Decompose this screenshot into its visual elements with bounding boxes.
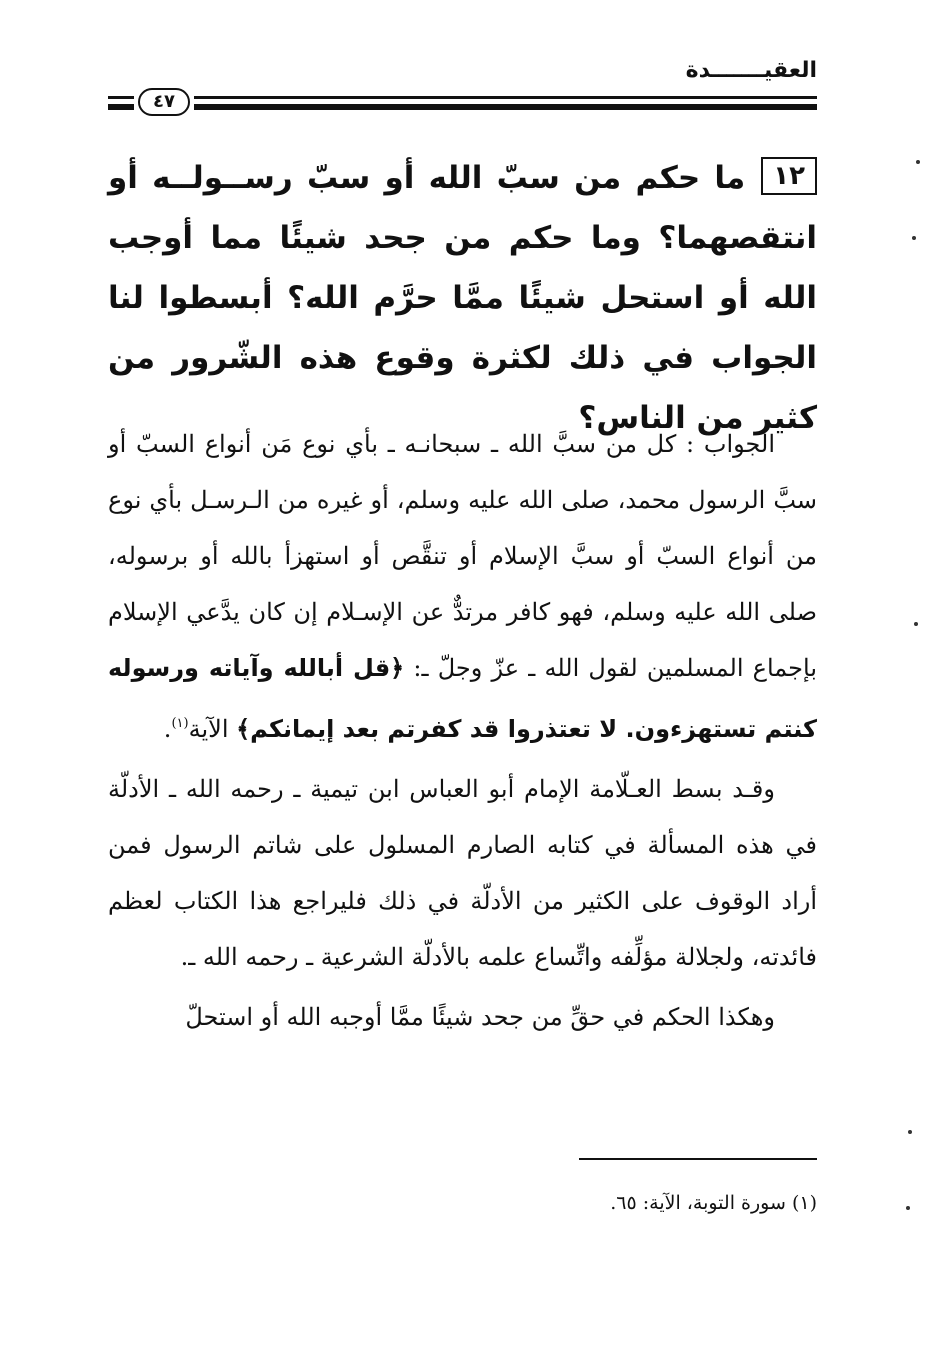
scan-speck bbox=[908, 1130, 912, 1134]
footnote-marker: (١) bbox=[791, 1192, 817, 1214]
paragraph-end: . bbox=[163, 715, 172, 743]
scan-speck bbox=[912, 236, 916, 240]
quran-verse: ﴿قل أبالله وآياته ورسوله كنتم تستهزءون. لا تعتذروا قد كفرتم بعد إيمانكم﴾ bbox=[108, 654, 817, 743]
question-number-box: ١٢ bbox=[761, 157, 817, 195]
answer-body bbox=[108, 416, 817, 1045]
header-rule-thick bbox=[194, 104, 817, 110]
footnote-reference: (١) bbox=[171, 716, 189, 731]
header-rule-thin bbox=[194, 96, 817, 99]
footnote bbox=[108, 1186, 817, 1220]
scan-speck bbox=[914, 622, 918, 626]
header-rule-left-thick bbox=[108, 104, 134, 110]
question-text: ما حكم من سبّ الله أو سبّ رســولــه أو انتقصهما؟ وما حكم من جحد شيئًا مما أوجب الله أو استحل شيئًا ممَّا حرَّم الله؟ أبسطوا لنا الجواب في ذلك لكثرة وقوع هذه الشّرور من كثير من الناس؟ bbox=[108, 160, 817, 436]
scan-speck bbox=[916, 160, 920, 164]
verse-tail: الآية bbox=[188, 715, 237, 743]
answer-paragraph-2: وقـد بسط العـلّامة الإمام أبو العباس ابن تيمية ـ رحمه الله ـ الأدلّة في هذه المسألة في كتابه الصارم المسلول على شاتم الرسول فمن أراد الوقوف على الكثير من الأدلّة في ذلك فليراجع هذا الكتاب لعظم فائدته، ولجلالة مؤلِّفه واتِّساع علمه بالأدلّة الشرعية ـ رحمه الله ـ. bbox=[108, 775, 817, 971]
running-title: العقيـــــــدة bbox=[685, 58, 817, 83]
footnote-text: سورة التوبة، الآية: ٦٥. bbox=[610, 1192, 786, 1214]
answer-paragraph-1 bbox=[108, 416, 817, 757]
question-block bbox=[108, 148, 817, 448]
answer-intro: الجواب : كل من سبَّ الله ـ سبحانـه ـ بأي نوع مَن أنواع السبّ أو سبَّ الرسول محمد، صلى الله عليه وسلم، أو غيره من الـرسـل بأي نوع من أنواع السبّ أو سبَّ الإسلام أو تنقَّص أو استهزأ بالله أو برسوله، صلى الله عليه وسلم، فهو كافر مرتدٌّ عن الإسـلام إن كان يدَّعي الإسلام بإجماع المسلمين لقول الله ـ عزّ وجلّ ـ: bbox=[108, 430, 818, 682]
scan-speck bbox=[906, 1206, 910, 1210]
page-number-badge: ٤٧ bbox=[138, 88, 190, 116]
footnote-separator bbox=[579, 1158, 817, 1160]
header-rule-left-thin bbox=[108, 96, 134, 99]
answer-paragraph-3: وهكذا الحكم في حقِّ من جحد شيئًا ممَّا أوجبه الله أو استحلّ bbox=[185, 1003, 775, 1031]
